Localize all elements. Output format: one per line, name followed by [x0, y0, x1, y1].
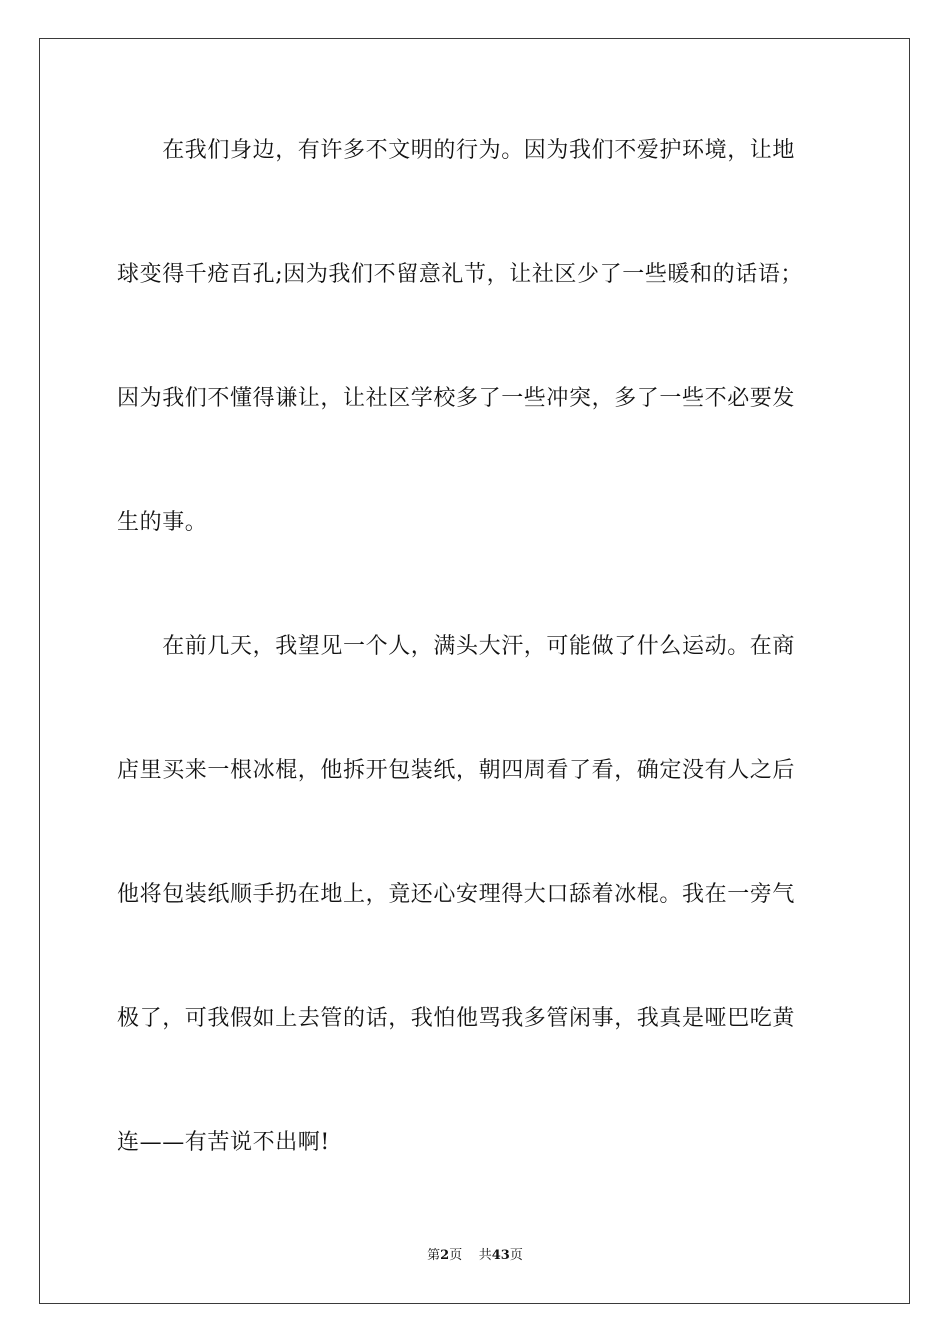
paragraph-2-line-5: 连——有苦说不出啊! — [117, 1130, 330, 1155]
page-number: 2 — [440, 1248, 450, 1263]
page-suffix: 页 — [449, 1248, 463, 1263]
total-pages: 43 — [491, 1248, 510, 1263]
paragraph-2-line-4: 极了，可我假如上去管的话，我怕他骂我多管闲事，我真是哑巴吃黄 — [117, 1006, 796, 1031]
total-prefix: 共 — [478, 1248, 492, 1263]
page-footer — [0, 1248, 950, 1264]
page-border — [39, 38, 910, 1304]
paragraph-1-line-4: 生的事。 — [117, 510, 208, 535]
paragraph-1-line-3: 因为我们不懂得谦让，让社区学校多了一些冲突，多了一些不必要发 — [117, 386, 796, 411]
paragraph-1-line-2: 球变得千疮百孔;因为我们不留意礼节，让社区少了一些暖和的话语； — [117, 262, 804, 287]
paragraph-1-line-1: 在我们身边，有许多不文明的行为。因为我们不爱护环境，让地 — [117, 138, 796, 163]
paragraph-2-line-1: 在前几天，我望见一个人，满头大汗，可能做了什么运动。在商 — [117, 634, 796, 659]
paragraph-2-line-2: 店里买来一根冰棍，他拆开包装纸，朝四周看了看，确定没有人之后 — [117, 758, 796, 783]
page-prefix: 第 — [427, 1248, 441, 1263]
total-suffix: 页 — [509, 1248, 523, 1263]
paragraph-2-line-3: 他将包装纸顺手扔在地上，竟还心安理得大口舔着冰棍。我在一旁气 — [117, 882, 796, 907]
